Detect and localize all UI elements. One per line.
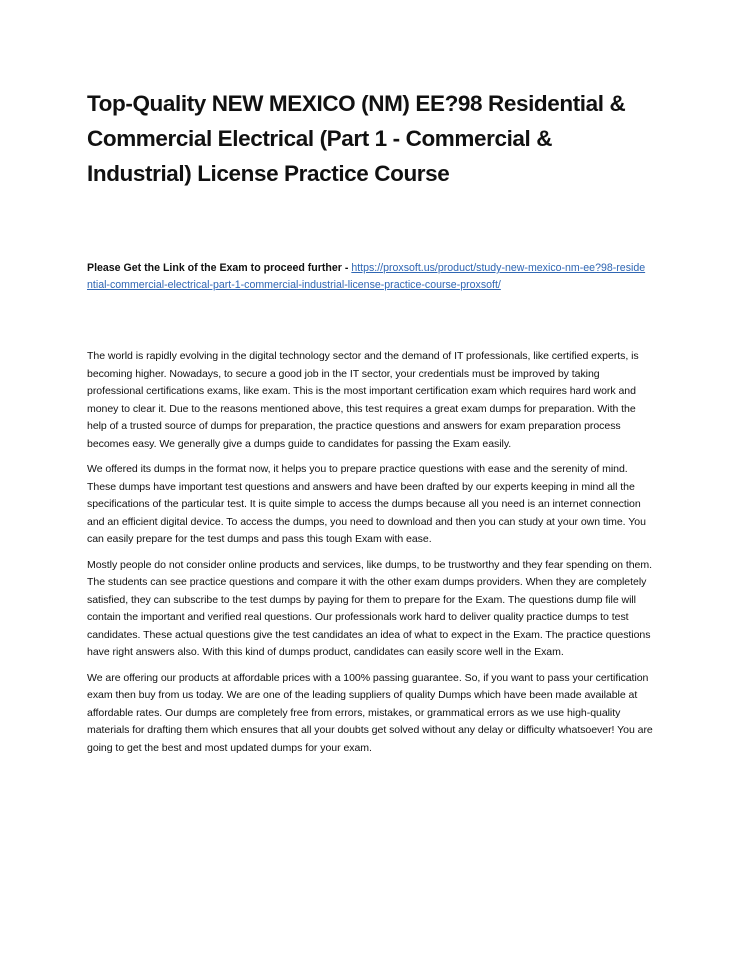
exam-link[interactable]: https://proxsoft.us/product/study-new-mexico-nm-ee?98-residential-commercial-electrical-part-1-commercial-industrial-license-practice-course-proxsoft/	[87, 262, 646, 291]
paragraph-pricing: We are offering our products at affordable prices with a 100% passing guarantee. So, if you want to pass your certification exam then buy from us today. We are one of the leading suppliers of quality Dumps which have been made available at affordable rates. Our dumps are completely free from errors, mistakes, or grammatical errors as we use high-quality materials for drafting them which ensures that all your doubts get solved without any delay or difficulty whatsoever! You are going to get the best and most updated dumps for your exam.	[87, 671, 653, 754]
paragraph-intro: The world is rapidly evolving in the digital technology sector and the demand of IT professionals, like certified experts, is becoming higher. Nowadays, to secure a good job in the IT sector, your credentials must be improved by taking professional certifications exams, like exam. This is the most important certification exam which requires hard work and money to clear it. Due to the reasons mentioned above, this test requires a great exam dumps for preparation. With the help of a trusted source of dumps for preparation, the practice questions and answers for exam preparation process becomes easy. We generally give a dumps guide to candidates for passing the Exam easily.	[87, 350, 639, 450]
link-lead-text: Please Get the Link of the Exam to proceed further -	[87, 262, 352, 274]
document-title: Top-Quality NEW MEXICO (NM) EE?98 Residential & Commercial Electrical (Part 1 - Commercial & Industrial) License Practice Course	[87, 91, 626, 186]
paragraph-format: We offered its dumps in the format now, it helps you to prepare practice questions with ease and the serenity of mind. These dumps have important test questions and answers and have been drafted by our experts keeping in mind all the specifications of the particular test. It is quite simple to access the dumps because all you need is an internet connection and an efficient digital device. To access the dumps, you need to download and then you can study at your own time. You can easily prepare for the test dumps and pass this tough Exam with ease.	[87, 463, 646, 545]
exam-link-paragraph	[87, 260, 647, 294]
body-text	[87, 348, 653, 765]
paragraph-trust: Mostly people do not consider online products and services, like dumps, to be trustworthy and they fear spending on them. The students can see practice questions and compare it with the other exam dumps providers. When they are completely satisfied, they can subscribe to the test dumps by paying for them to prepare for the Exam. The questions dump file will contain the important and verified real questions. Our professionals work hard to deliver quality practice dumps to test candidates. These actual questions give the test candidates an idea of what to expect in the Exam. The practice questions have right answers also. With this kind of dumps product, candidates can easily score well in the Exam.	[87, 558, 652, 658]
